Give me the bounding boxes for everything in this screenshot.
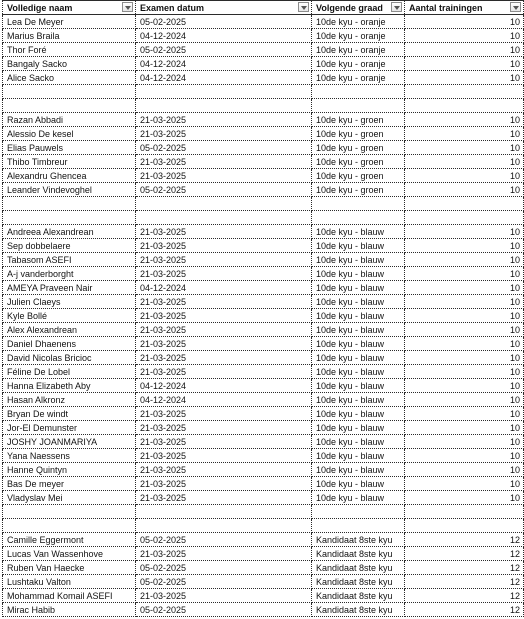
- table-row: [3, 99, 524, 113]
- filter-dropdown-icon[interactable]: [391, 2, 402, 12]
- table-row: [3, 29, 524, 43]
- name-cell[interactable]: Mirac Habib: [3, 603, 136, 617]
- trainings-cell[interactable]: 10: [405, 323, 524, 337]
- name-cell[interactable]: [3, 99, 136, 113]
- table-row: [3, 449, 524, 463]
- table-row: [3, 603, 524, 617]
- table-row: [3, 183, 524, 197]
- table-row: [3, 589, 524, 603]
- trainings-cell[interactable]: 12: [405, 561, 524, 575]
- exam-date-cell[interactable]: 21-03-2025: [136, 589, 312, 603]
- exam-date-cell[interactable]: 05-02-2025: [136, 141, 312, 155]
- exam-date-cell[interactable]: 21-03-2025: [136, 225, 312, 239]
- filter-dropdown-icon[interactable]: [122, 2, 133, 12]
- trainings-cell[interactable]: 10: [405, 57, 524, 71]
- table-row: [3, 547, 524, 561]
- next-grade-cell[interactable]: 10de kyu - blauw: [312, 239, 405, 253]
- exam-date-cell[interactable]: 04-12-2024: [136, 57, 312, 71]
- name-cell[interactable]: Andreea Alexandrean: [3, 225, 136, 239]
- column-header-name[interactable]: [3, 1, 136, 15]
- exam-date-cell[interactable]: [136, 85, 312, 99]
- exam-date-cell[interactable]: 21-03-2025: [136, 239, 312, 253]
- next-grade-cell[interactable]: Kandidaat 8ste kyu: [312, 575, 405, 589]
- trainings-cell[interactable]: 12: [405, 603, 524, 617]
- table-row: [3, 295, 524, 309]
- trainings-cell[interactable]: 10: [405, 29, 524, 43]
- next-grade-cell[interactable]: 10de kyu - blauw: [312, 281, 405, 295]
- table-row: [3, 421, 524, 435]
- table-row: [3, 407, 524, 421]
- next-grade-cell[interactable]: 10de kyu - blauw: [312, 449, 405, 463]
- trainings-cell[interactable]: 10: [405, 43, 524, 57]
- next-grade-cell[interactable]: 10de kyu - blauw: [312, 365, 405, 379]
- exam-date-cell[interactable]: 05-02-2025: [136, 575, 312, 589]
- name-cell[interactable]: Mohammad Komail ASEFI: [3, 589, 136, 603]
- table-row: [3, 477, 524, 491]
- trainings-cell[interactable]: [405, 519, 524, 533]
- exam-date-cell[interactable]: 21-03-2025: [136, 351, 312, 365]
- next-grade-cell[interactable]: 10de kyu - blauw: [312, 393, 405, 407]
- trainings-cell[interactable]: 10: [405, 337, 524, 351]
- trainings-cell[interactable]: 12: [405, 589, 524, 603]
- trainings-cell[interactable]: 10: [405, 15, 524, 29]
- name-cell[interactable]: Yana Naessens: [3, 449, 136, 463]
- name-cell[interactable]: Bangaly Sacko: [3, 57, 136, 71]
- next-grade-cell[interactable]: 10de kyu - groen: [312, 141, 405, 155]
- table-row: [3, 85, 524, 99]
- table-row: [3, 351, 524, 365]
- name-cell[interactable]: Sep dobbelaere: [3, 239, 136, 253]
- name-cell[interactable]: Ruben Van Haecke: [3, 561, 136, 575]
- next-grade-cell[interactable]: 10de kyu - blauw: [312, 309, 405, 323]
- trainings-cell[interactable]: 10: [405, 309, 524, 323]
- filter-dropdown-icon[interactable]: [298, 2, 309, 12]
- name-cell[interactable]: Lucas Van Wassenhove: [3, 547, 136, 561]
- trainings-cell[interactable]: [405, 211, 524, 225]
- name-cell[interactable]: Alessio De kesel: [3, 127, 136, 141]
- exam-date-cell[interactable]: 21-03-2025: [136, 309, 312, 323]
- column-header-exam-date[interactable]: [136, 1, 312, 15]
- name-cell[interactable]: [3, 519, 136, 533]
- exam-date-cell[interactable]: 05-02-2025: [136, 43, 312, 57]
- table-row: [3, 463, 524, 477]
- exam-date-cell[interactable]: 05-02-2025: [136, 183, 312, 197]
- next-grade-cell[interactable]: 10de kyu - oranje: [312, 71, 405, 85]
- table-row: [3, 365, 524, 379]
- exam-date-cell[interactable]: 21-03-2025: [136, 155, 312, 169]
- trainings-cell[interactable]: 10: [405, 225, 524, 239]
- table-row: [3, 575, 524, 589]
- exam-date-cell[interactable]: 05-02-2025: [136, 603, 312, 617]
- name-cell[interactable]: AMEYA Praveen Nair: [3, 281, 136, 295]
- name-cell[interactable]: A-j vanderborght: [3, 267, 136, 281]
- next-grade-cell[interactable]: Kandidaat 8ste kyu: [312, 533, 405, 547]
- table-row: [3, 281, 524, 295]
- trainings-cell[interactable]: [405, 505, 524, 519]
- next-grade-cell[interactable]: 10de kyu - blauw: [312, 407, 405, 421]
- next-grade-cell[interactable]: 10de kyu - oranje: [312, 57, 405, 71]
- name-cell[interactable]: Razan Abbadi: [3, 113, 136, 127]
- trainings-cell[interactable]: 12: [405, 547, 524, 561]
- column-header-label: Aantal trainingen: [409, 2, 483, 13]
- trainings-cell[interactable]: 10: [405, 463, 524, 477]
- table-row: [3, 435, 524, 449]
- exam-date-cell[interactable]: 21-03-2025: [136, 127, 312, 141]
- next-grade-cell[interactable]: 10de kyu - oranje: [312, 43, 405, 57]
- trainings-cell[interactable]: 10: [405, 449, 524, 463]
- next-grade-cell[interactable]: [312, 211, 405, 225]
- name-cell[interactable]: [3, 505, 136, 519]
- table-row: [3, 211, 524, 225]
- column-header-label: Examen datum: [140, 2, 205, 13]
- next-grade-cell[interactable]: Kandidaat 8ste kyu: [312, 547, 405, 561]
- trainings-cell[interactable]: 10: [405, 239, 524, 253]
- trainings-cell[interactable]: 12: [405, 575, 524, 589]
- exam-date-cell[interactable]: 04-12-2024: [136, 29, 312, 43]
- trainings-cell[interactable]: 10: [405, 127, 524, 141]
- next-grade-cell[interactable]: Kandidaat 8ste kyu: [312, 561, 405, 575]
- name-cell[interactable]: Alex Alexandrean: [3, 323, 136, 337]
- next-grade-cell[interactable]: 10de kyu - blauw: [312, 253, 405, 267]
- exam-date-cell[interactable]: 04-12-2024: [136, 281, 312, 295]
- name-cell[interactable]: [3, 85, 136, 99]
- trainings-cell[interactable]: 10: [405, 113, 524, 127]
- name-cell[interactable]: Vladyslav Mei: [3, 491, 136, 505]
- name-cell[interactable]: Hanna Elizabeth Aby: [3, 379, 136, 393]
- next-grade-cell[interactable]: 10de kyu - blauw: [312, 477, 405, 491]
- next-grade-cell[interactable]: 10de kyu - blauw: [312, 267, 405, 281]
- exam-date-cell[interactable]: 21-03-2025: [136, 113, 312, 127]
- exam-date-cell[interactable]: 21-03-2025: [136, 435, 312, 449]
- table-row: [3, 309, 524, 323]
- table-row: [3, 379, 524, 393]
- next-grade-cell[interactable]: 10de kyu - blauw: [312, 351, 405, 365]
- table-row: [3, 239, 524, 253]
- trainings-cell[interactable]: 10: [405, 169, 524, 183]
- next-grade-cell[interactable]: [312, 505, 405, 519]
- table-row: [3, 519, 524, 533]
- trainings-cell[interactable]: [405, 85, 524, 99]
- exam-date-cell[interactable]: 21-03-2025: [136, 295, 312, 309]
- table-row: [3, 113, 524, 127]
- trainings-cell[interactable]: [405, 197, 524, 211]
- trainings-cell[interactable]: 10: [405, 295, 524, 309]
- next-grade-cell[interactable]: 10de kyu - blauw: [312, 379, 405, 393]
- table-row: [3, 533, 524, 547]
- trainings-cell[interactable]: 12: [405, 533, 524, 547]
- trainings-cell[interactable]: 10: [405, 71, 524, 85]
- trainings-cell[interactable]: 10: [405, 183, 524, 197]
- column-header-label: Volgende graad: [316, 2, 383, 13]
- next-grade-cell[interactable]: 10de kyu - blauw: [312, 491, 405, 505]
- exam-date-cell[interactable]: [136, 99, 312, 113]
- name-cell[interactable]: Tabasom ASEFI: [3, 253, 136, 267]
- table-body: [3, 15, 524, 617]
- table-row: [3, 561, 524, 575]
- exam-date-cell[interactable]: 21-03-2025: [136, 491, 312, 505]
- table-row: [3, 71, 524, 85]
- next-grade-cell[interactable]: 10de kyu - oranje: [312, 15, 405, 29]
- next-grade-cell[interactable]: 10de kyu - groen: [312, 169, 405, 183]
- table-row: [3, 169, 524, 183]
- next-grade-cell[interactable]: 10de kyu - blauw: [312, 295, 405, 309]
- name-cell[interactable]: David Nicolas Bricioc: [3, 351, 136, 365]
- exam-date-cell[interactable]: 05-02-2025: [136, 533, 312, 547]
- column-header-next-grade[interactable]: [312, 1, 405, 15]
- exam-date-cell[interactable]: 21-03-2025: [136, 477, 312, 491]
- name-cell[interactable]: Marius Braila: [3, 29, 136, 43]
- exam-date-cell[interactable]: 21-03-2025: [136, 547, 312, 561]
- exam-date-cell[interactable]: 21-03-2025: [136, 407, 312, 421]
- table-row: [3, 197, 524, 211]
- trainings-cell[interactable]: 10: [405, 155, 524, 169]
- filter-dropdown-icon[interactable]: [510, 2, 521, 12]
- name-cell[interactable]: Thor Foré: [3, 43, 136, 57]
- table-row: [3, 225, 524, 239]
- name-cell[interactable]: Alexandru Ghencea: [3, 169, 136, 183]
- table-row: [3, 505, 524, 519]
- exam-date-cell[interactable]: 04-12-2024: [136, 71, 312, 85]
- header-row: [3, 1, 524, 15]
- trainings-cell[interactable]: 10: [405, 351, 524, 365]
- table-row: [3, 155, 524, 169]
- name-cell[interactable]: Bas De meyer: [3, 477, 136, 491]
- next-grade-cell[interactable]: [312, 197, 405, 211]
- name-cell[interactable]: Bryan De windt: [3, 407, 136, 421]
- next-grade-cell[interactable]: 10de kyu - blauw: [312, 323, 405, 337]
- column-header-trainings[interactable]: [405, 1, 524, 15]
- exam-date-cell[interactable]: 21-03-2025: [136, 323, 312, 337]
- trainings-cell[interactable]: 10: [405, 421, 524, 435]
- next-grade-cell[interactable]: 10de kyu - oranje: [312, 29, 405, 43]
- next-grade-cell[interactable]: 10de kyu - blauw: [312, 225, 405, 239]
- name-cell[interactable]: Lushtaku Valton: [3, 575, 136, 589]
- trainings-cell[interactable]: 10: [405, 407, 524, 421]
- exam-date-cell[interactable]: 04-12-2024: [136, 379, 312, 393]
- column-header-label: Volledige naam: [7, 2, 73, 13]
- trainings-cell[interactable]: 10: [405, 365, 524, 379]
- next-grade-cell[interactable]: 10de kyu - blauw: [312, 337, 405, 351]
- next-grade-cell[interactable]: [312, 99, 405, 113]
- exam-date-cell[interactable]: [136, 211, 312, 225]
- trainings-cell[interactable]: 10: [405, 253, 524, 267]
- next-grade-cell[interactable]: 10de kyu - groen: [312, 127, 405, 141]
- table-row: [3, 491, 524, 505]
- exam-date-cell[interactable]: [136, 505, 312, 519]
- trainings-cell[interactable]: 10: [405, 379, 524, 393]
- name-cell[interactable]: Hanne Quintyn: [3, 463, 136, 477]
- table-row: [3, 141, 524, 155]
- name-cell[interactable]: Hasan Alkronz: [3, 393, 136, 407]
- name-cell[interactable]: Féline De Lobel: [3, 365, 136, 379]
- exam-date-cell[interactable]: 21-03-2025: [136, 449, 312, 463]
- name-cell[interactable]: Camille Eggermont: [3, 533, 136, 547]
- name-cell[interactable]: Kyle Bollé: [3, 309, 136, 323]
- spreadsheet-table: [2, 0, 524, 617]
- exam-date-cell[interactable]: [136, 197, 312, 211]
- next-grade-cell[interactable]: 10de kyu - blauw: [312, 463, 405, 477]
- exam-date-cell[interactable]: 21-03-2025: [136, 365, 312, 379]
- table-row: [3, 337, 524, 351]
- trainings-cell[interactable]: 10: [405, 393, 524, 407]
- exam-date-cell[interactable]: 21-03-2025: [136, 337, 312, 351]
- table-row: [3, 43, 524, 57]
- trainings-cell[interactable]: 10: [405, 435, 524, 449]
- table-row: [3, 323, 524, 337]
- exam-date-cell[interactable]: 21-03-2025: [136, 169, 312, 183]
- exam-date-cell[interactable]: [136, 519, 312, 533]
- table-row: [3, 127, 524, 141]
- next-grade-cell[interactable]: Kandidaat 8ste kyu: [312, 589, 405, 603]
- next-grade-cell[interactable]: [312, 85, 405, 99]
- name-cell[interactable]: JOSHY JOANMARIYA: [3, 435, 136, 449]
- name-cell[interactable]: [3, 197, 136, 211]
- trainings-cell[interactable]: 10: [405, 477, 524, 491]
- trainings-cell[interactable]: 10: [405, 281, 524, 295]
- next-grade-cell[interactable]: 10de kyu - groen: [312, 113, 405, 127]
- trainings-cell[interactable]: 10: [405, 141, 524, 155]
- table-row: [3, 57, 524, 71]
- table-row: [3, 253, 524, 267]
- exam-date-cell[interactable]: 21-03-2025: [136, 253, 312, 267]
- table-row: [3, 393, 524, 407]
- exam-date-cell[interactable]: 04-12-2024: [136, 393, 312, 407]
- next-grade-cell[interactable]: 10de kyu - blauw: [312, 435, 405, 449]
- next-grade-cell[interactable]: Kandidaat 8ste kyu: [312, 603, 405, 617]
- trainings-cell[interactable]: [405, 99, 524, 113]
- name-cell[interactable]: Daniel Dhaenens: [3, 337, 136, 351]
- next-grade-cell[interactable]: 10de kyu - groen: [312, 155, 405, 169]
- trainings-cell[interactable]: 10: [405, 491, 524, 505]
- exam-date-cell[interactable]: 21-03-2025: [136, 421, 312, 435]
- trainings-cell[interactable]: 10: [405, 267, 524, 281]
- exam-date-cell[interactable]: 05-02-2025: [136, 561, 312, 575]
- next-grade-cell[interactable]: 10de kyu - groen: [312, 183, 405, 197]
- next-grade-cell[interactable]: 10de kyu - blauw: [312, 421, 405, 435]
- name-cell[interactable]: Lea De Meyer: [3, 15, 136, 29]
- exam-date-cell[interactable]: 05-02-2025: [136, 15, 312, 29]
- next-grade-cell[interactable]: [312, 519, 405, 533]
- table-row: [3, 15, 524, 29]
- exam-date-cell[interactable]: 21-03-2025: [136, 463, 312, 477]
- name-cell[interactable]: Julien Claeys: [3, 295, 136, 309]
- name-cell[interactable]: Thibo Timbreur: [3, 155, 136, 169]
- table-row: [3, 267, 524, 281]
- name-cell[interactable]: [3, 211, 136, 225]
- exam-date-cell[interactable]: 21-03-2025: [136, 267, 312, 281]
- name-cell[interactable]: Jor-El Demunster: [3, 421, 136, 435]
- name-cell[interactable]: Leander Vindevoghel: [3, 183, 136, 197]
- name-cell[interactable]: Alice Sacko: [3, 71, 136, 85]
- name-cell[interactable]: Elias Pauwels: [3, 141, 136, 155]
